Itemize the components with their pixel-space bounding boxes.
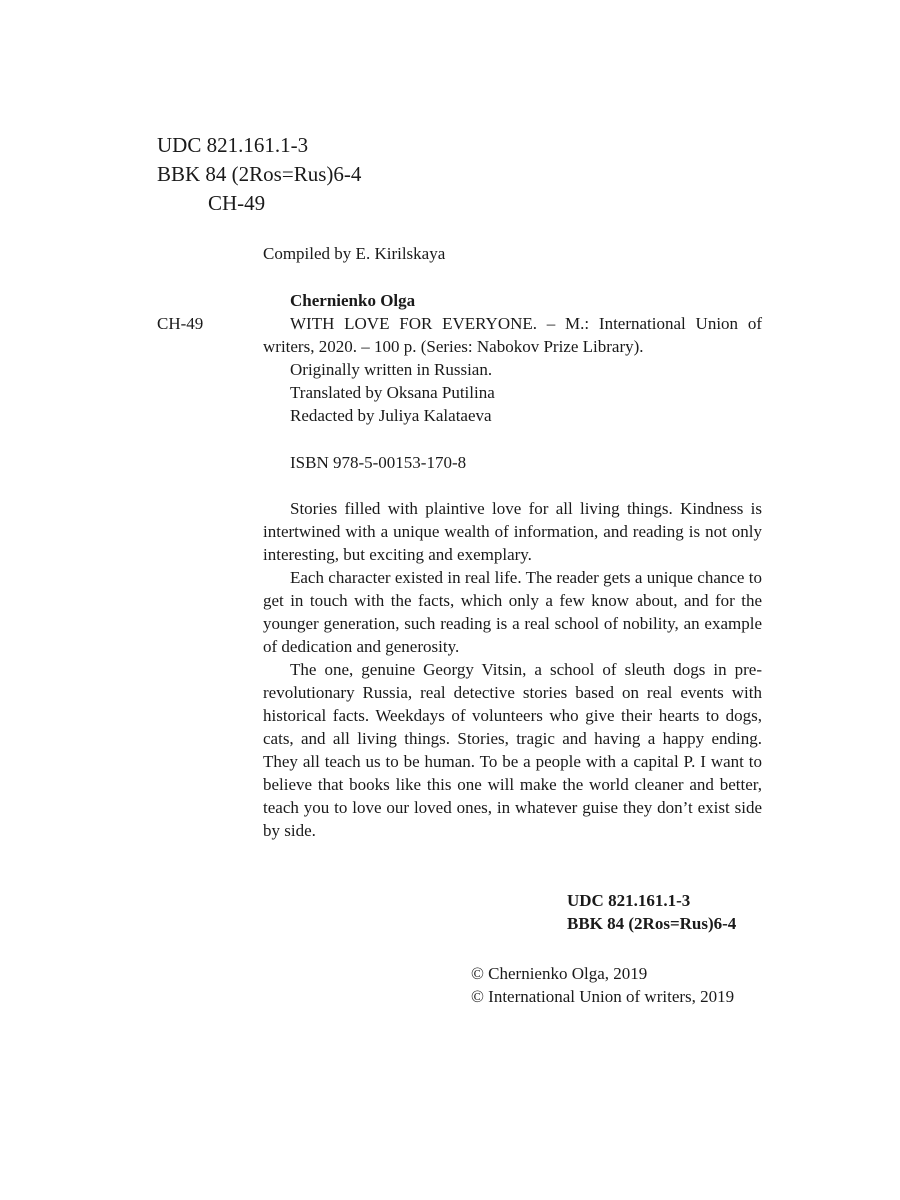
- footer-bbk-code: BBK 84 (2Ros=Rus)6-4: [567, 914, 737, 933]
- entry-description: WITH LOVE FOR EVERYONE. – M.: International Union of writers, 2020. – 100 p. (Series: Nabokov Prize Library).: [263, 314, 762, 356]
- entry-note-redactor: Redacted by Juliya Kalataeva: [290, 406, 492, 425]
- copyright-author: © Chernienko Olga, 2019: [471, 964, 648, 983]
- compiled-by: Compiled by E. Kirilskaya: [263, 244, 446, 263]
- copyright-publisher: © International Union of writers, 2019: [471, 987, 735, 1006]
- entry-side-code: CH-49: [157, 314, 204, 333]
- abstract-paragraph: The one, genuine Georgy Vitsin, a school of sleuth dogs in pre-revolutionary Russia, real detective stories based on real events with historical facts. Weekdays of volunteers who give their hearts to dogs, cats, and all living things. Stories, tragic and having a happy ending. They all teach us to be human. To be a people with a capital P. I want to believe that books like this one will make the world cleaner and better, teach you to love our loved ones, in whatever guise they don’t exist side by side.: [263, 660, 762, 840]
- abstract: [263, 497, 762, 842]
- entry-note-translator: Translated by Oksana Putilina: [290, 383, 495, 402]
- entry-note-original-language: Originally written in Russian.: [290, 360, 493, 379]
- bibliographic-entry: [263, 289, 762, 427]
- footer-udc-code: UDC 821.161.1-3: [567, 891, 691, 910]
- bbk-code: BBK 84 (2Ros=Rus)6-4: [157, 162, 362, 186]
- entry-author: Chernienko Olga: [290, 291, 416, 310]
- copyright-notice: [471, 962, 734, 1008]
- author-mark: CH-49: [208, 191, 266, 215]
- isbn: ISBN 978-5-00153-170-8: [290, 453, 467, 472]
- classification-codes-footer: [567, 889, 736, 935]
- abstract-paragraph: Stories filled with plaintive love for all living things. Kindness is intertwined with a unique wealth of information, and reading is not only interesting, but exciting and exemplary.: [263, 499, 762, 564]
- classification-codes-header: [157, 131, 361, 218]
- abstract-paragraph: Each character existed in real life. The reader gets a unique chance to get in touch with the facts, which only a few know about, and for the younger generation, such reading is a real school of nobility, an example of dedication and generosity.: [263, 568, 762, 656]
- udc-code: UDC 821.161.1-3: [157, 133, 309, 157]
